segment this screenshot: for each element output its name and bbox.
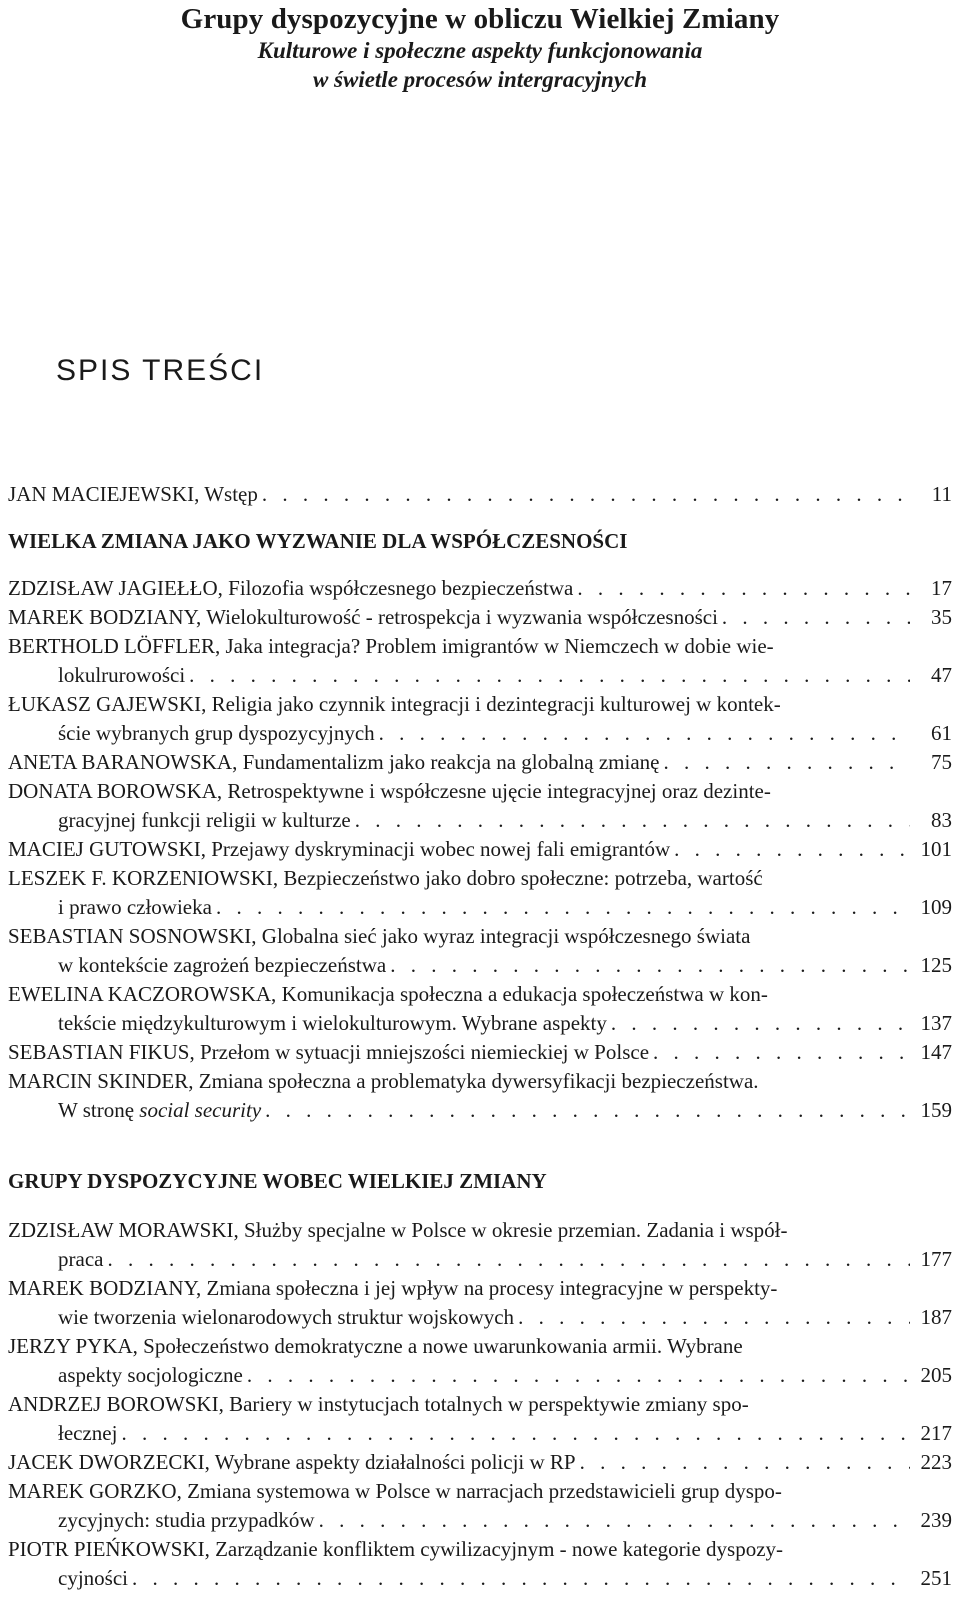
toc-entry-first-line — [8, 1390, 872, 1419]
toc-entry[interactable] — [8, 1067, 952, 1125]
toc-entry-title: Zmiana społeczna i jej wpływ na procesy integracyjne w perspekty- — [201, 1276, 778, 1300]
toc-entry-line — [8, 1245, 952, 1274]
toc-entry-author: ŁUKASZ GAJEWSKI, — [8, 692, 207, 716]
dot-leader — [674, 835, 910, 864]
toc-entry-title-continued: i prawo człowieka — [58, 895, 212, 919]
toc-entry-author: MACIEJ GUTOWSKI, — [8, 837, 206, 861]
dot-leader — [121, 1419, 910, 1448]
dot-leader — [319, 1506, 910, 1535]
toc-entry-title-italic: social security — [139, 1098, 262, 1122]
toc-entry-author: JACEK DWORZECKI, — [8, 1450, 210, 1474]
toc-entry-line — [8, 748, 952, 777]
toc-entry-author: PIOTR PIEŃKOWSKI, — [8, 1537, 210, 1561]
toc-entry-page: 239 — [920, 1508, 952, 1532]
toc-entry-first-line — [8, 922, 872, 951]
toc-entry-page: 147 — [920, 1040, 952, 1064]
toc-entry-title: Zmiana systemowa w Polsce w narracjach przedstawicieli grup dyspo- — [181, 1479, 782, 1503]
toc-entry-first-line — [8, 1535, 872, 1564]
toc-entry-title-continued: ście wybranych grup dyspozycyjnych — [58, 721, 375, 745]
toc-entry-title: Filozofia współczesnego bezpieczeństwa — [222, 576, 574, 600]
toc-entry-first-line — [8, 1274, 872, 1303]
toc-entry-title-continued: tekście międzykulturowym i wielokulturowym. Wybrane aspekty — [58, 1011, 607, 1035]
toc-entry-title-continued: w kontekście zagrożeń bezpieczeństwa — [58, 953, 387, 977]
dot-leader — [580, 1448, 910, 1477]
toc-entry[interactable] — [8, 777, 952, 835]
toc-entry-author: JERZY PYKA, — [8, 1334, 138, 1358]
dot-leader — [216, 893, 910, 922]
toc-entry-first-line — [8, 864, 872, 893]
toc-entry[interactable] — [8, 1535, 952, 1593]
toc-entry-author: BERTHOLD LÖFFLER, — [8, 634, 221, 658]
toc-entry-author: EWELINA KACZOROWSKA, — [8, 982, 277, 1006]
toc-entry-title: Globalna sieć jako wyraz integracji współczesnego świata — [256, 924, 751, 948]
toc-entry-page: 11 — [931, 482, 952, 506]
toc-entry-title: Komunikacja społeczna a edukacja społeczeństwa w kon- — [276, 982, 768, 1006]
toc-entry-title: Jaka integracja? Problem imigrantów w Niemczech w dobie wie- — [220, 634, 774, 658]
toc-entry[interactable] — [8, 1332, 952, 1390]
toc-entry-title: Fundamentalizm jako reakcja na globalną zmianę — [237, 750, 660, 774]
toc-entry-author: SEBASTIAN FIKUS, — [8, 1040, 195, 1064]
toc-entry-line — [8, 1506, 952, 1535]
toc-entry-line — [8, 1303, 952, 1332]
toc-entry-page: 177 — [920, 1247, 952, 1271]
toc-entry-first-line — [8, 690, 872, 719]
toc-entry-line — [8, 951, 952, 980]
toc-entry-page: 187 — [920, 1305, 952, 1329]
toc-entry-page: 205 — [920, 1363, 952, 1387]
toc-entry-page: 75 — [931, 750, 952, 774]
toc-entry-page: 83 — [931, 808, 952, 832]
dot-leader — [265, 1096, 910, 1125]
toc-entry-page: 137 — [920, 1011, 952, 1035]
dot-leader — [664, 748, 911, 777]
dot-leader — [390, 951, 910, 980]
toc-entry-line — [8, 1419, 952, 1448]
toc-entry-author: LESZEK F. KORZENIOWSKI, — [8, 866, 279, 890]
toc-entry-author: MAREK BODZIANY, — [8, 605, 202, 629]
section-heading: GRUPY DYSPOZYCYJNE WOBEC WIELKIEJ ZMIANY — [8, 1169, 547, 1193]
toc-entry-page: 101 — [920, 837, 952, 861]
toc-entry-line — [8, 574, 952, 603]
toc-entry-page: 125 — [920, 953, 952, 977]
toc-entry-author: ANETA BARANOWSKA, — [8, 750, 238, 774]
toc-entry-page: 217 — [920, 1421, 952, 1445]
toc-entry-page: 223 — [920, 1450, 952, 1474]
toc-entry-first-line — [8, 1332, 872, 1361]
toc-entry[interactable] — [8, 835, 952, 864]
toc-entry-page: 61 — [931, 721, 952, 745]
toc-entry-author: ZDZISŁAW MORAWSKI, — [8, 1218, 239, 1242]
toc-entry-title: Wybrane aspekty działalności policji w RP — [209, 1450, 576, 1474]
toc-entry-title-continued: W stronę — [58, 1098, 140, 1122]
book-subtitle-line-2: w świetle procesów intergracyjnych — [312, 67, 648, 92]
toc-entry[interactable] — [8, 748, 952, 777]
toc-entry-line — [8, 1361, 952, 1390]
dot-leader — [577, 574, 910, 603]
book-header — [0, 0, 960, 94]
toc-entry-title: Retrospektywne i współczesne ujęcie integracyjnej oraz dezinte- — [222, 779, 771, 803]
toc-entry-title-continued: lokulrurowości — [58, 663, 186, 687]
toc-entry-title: Wielokulturowość - retrospekcja i wyzwania współczesności — [201, 605, 718, 629]
toc-entry-line — [8, 893, 952, 922]
toc-entry-title: Religia jako czynnik integracji i dezintegracji kulturowej w kontek- — [206, 692, 781, 716]
toc-entry-author: ZDZISŁAW JAGIEŁŁO, — [8, 576, 223, 600]
toc-entry-title-continued: aspekty socjologiczne — [58, 1363, 243, 1387]
toc-entry-title: Zmiana społeczna a problematyka dywersyfikacji bezpieczeństwa. — [193, 1069, 759, 1093]
toc-entry-line — [8, 1448, 952, 1477]
toc-entry-first-line — [8, 1216, 872, 1245]
dot-leader — [355, 806, 910, 835]
toc-entry-author: MAREK GORZKO, — [8, 1479, 182, 1503]
book-subtitle-line-1: Kulturowe i społeczne aspekty funkcjonowania — [257, 38, 703, 63]
toc-entry[interactable] — [8, 1038, 952, 1067]
toc-entry-line — [8, 1096, 952, 1125]
toc-entry[interactable] — [8, 1448, 952, 1477]
toc-entry-title: Wstęp — [199, 482, 258, 506]
toc-entry-title: Społeczeństwo demokratyczne a nowe uwarunkowania armii. Wybrane — [137, 1334, 743, 1358]
toc-entry-line — [8, 1038, 952, 1067]
toc-entry[interactable] — [8, 922, 952, 980]
dot-leader — [518, 1303, 910, 1332]
toc-entry[interactable] — [8, 632, 952, 690]
toc-entry[interactable] — [8, 574, 952, 603]
toc-entry-line — [8, 719, 952, 748]
toc-entry-page: 17 — [931, 576, 952, 600]
toc-entry-line — [8, 480, 952, 509]
toc-entry-author: MAREK BODZIANY, — [8, 1276, 202, 1300]
table-of-contents — [8, 480, 952, 1593]
toc-entry-title: Bezpieczeństwo jako dobro społeczne: potrzeba, wartość — [278, 866, 763, 890]
toc-entry-intro[interactable] — [8, 480, 952, 509]
toc-entry-author: DONATA BOROWSKA, — [8, 779, 223, 803]
toc-sections — [8, 527, 952, 1593]
toc-entry-first-line — [8, 1067, 872, 1096]
toc-entry-line — [8, 1564, 952, 1593]
toc-entry-title-continued: cyjności — [58, 1566, 128, 1590]
toc-entry[interactable] — [8, 980, 952, 1038]
toc-entry-title-continued: praca — [58, 1247, 104, 1271]
toc-entry-title: Bariery w instytucjach totalnych w perspektywie zmiany spo- — [223, 1392, 749, 1416]
section-heading: WIELKA ZMIANA JAKO WYZWANIE DLA WSPÓŁCZESNOŚCI — [8, 529, 628, 553]
toc-entry-first-line — [8, 980, 872, 1009]
toc-entry-page: 251 — [920, 1566, 952, 1590]
toc-entry-first-line — [8, 1477, 872, 1506]
dot-leader — [247, 1361, 910, 1390]
toc-entry-title-continued: zycyjnych: studia przypadków — [58, 1508, 315, 1532]
toc-entry-page: 47 — [931, 663, 952, 687]
dot-leader — [189, 661, 910, 690]
toc-heading: SPIS TREŚCI — [56, 354, 265, 387]
dot-leader — [379, 719, 910, 748]
toc-entry-author: SEBASTIAN SOSNOWSKI, — [8, 924, 257, 948]
dot-leader — [262, 480, 910, 509]
dot-leader — [611, 1009, 910, 1038]
toc-entry[interactable] — [8, 690, 952, 748]
toc-entry-author: MARCIN SKINDER, — [8, 1069, 194, 1093]
toc-entry[interactable] — [8, 1477, 952, 1535]
dot-leader — [653, 1038, 910, 1067]
toc-entry-line — [8, 1009, 952, 1038]
toc-entry-author: ANDRZEJ BOROWSKI, — [8, 1392, 224, 1416]
toc-entry-first-line — [8, 777, 872, 806]
toc-entry-page: 35 — [931, 605, 952, 629]
toc-entry[interactable] — [8, 603, 952, 632]
toc-entry-line — [8, 835, 952, 864]
toc-entry-title-continued: gracyjnej funkcji religii w kulturze — [58, 808, 351, 832]
toc-entry-line — [8, 603, 952, 632]
toc-entry-line — [8, 661, 952, 690]
toc-entry-page: 109 — [920, 895, 952, 919]
toc-entry-title-continued: łecznej — [58, 1421, 118, 1445]
dot-leader — [132, 1564, 910, 1593]
toc-entry-title: Zarządzanie konfliktem cywilizacyjnym - nowe kategorie dyspozy- — [209, 1537, 784, 1561]
toc-entry[interactable] — [8, 864, 952, 922]
book-title: Grupy dyspozycyjne w obliczu Wielkiej Zmiany — [180, 3, 780, 35]
toc-entry-title: Przejawy dyskryminacji wobec nowej fali emigrantów — [205, 837, 671, 861]
toc-entry-first-line — [8, 632, 872, 661]
toc-entry[interactable] — [8, 1274, 952, 1332]
toc-entry-title: Służby specjalne w Polsce w okresie przemian. Zadania i współ- — [238, 1218, 788, 1242]
dot-leader — [107, 1245, 910, 1274]
toc-entry-page: 159 — [920, 1098, 952, 1122]
toc-entry[interactable] — [8, 1390, 952, 1448]
toc-entry-title: Przełom w sytuacji mniejszości niemieckiej w Polsce — [194, 1040, 650, 1064]
toc-entry-line — [8, 806, 952, 835]
toc-entry-title-continued: wie tworzenia wielonarodowych struktur wojskowych — [58, 1305, 515, 1329]
toc-entry[interactable] — [8, 1216, 952, 1274]
dot-leader — [722, 603, 910, 632]
toc-entry-author: JAN MACIEJEWSKI, — [8, 482, 200, 506]
